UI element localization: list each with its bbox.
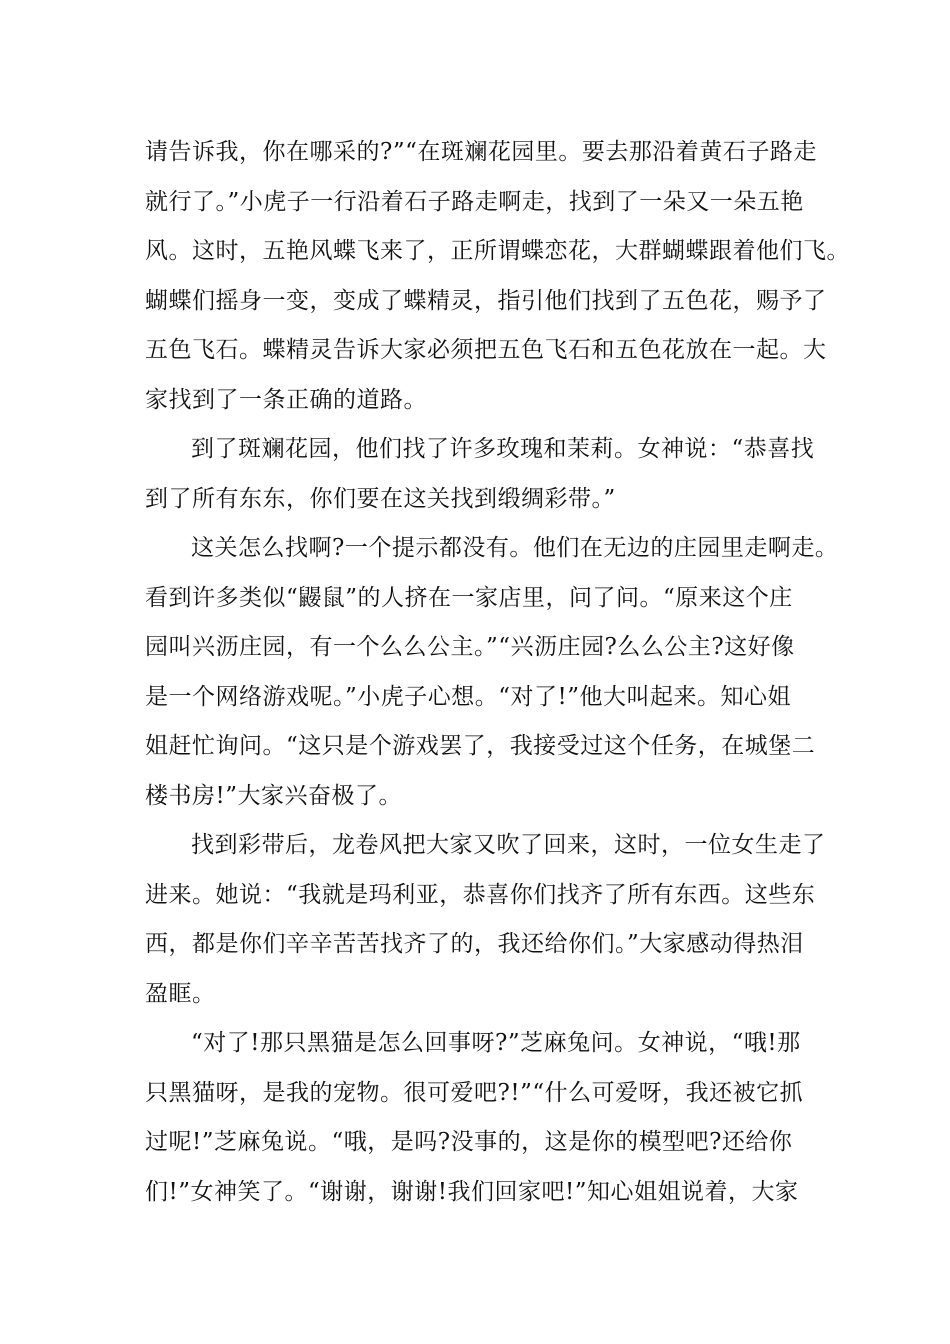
text-line: 西，都是你们辛辛苦苦找齐了的，我还给你们。”大家感动得热泪	[145, 931, 804, 957]
text-line: 只黑猫呀，是我的宠物。很可爱吧?!”“什么可爱呀，我还被它抓	[145, 1079, 804, 1106]
paragraph-first-line: “对了!那只黑猫是怎么回事呀?”芝麻兔问。女神说，“哦!那	[191, 1030, 801, 1056]
text-line: 进来。她说：“我就是玛利亚，恭喜你们找齐了所有东西。这些东	[145, 881, 816, 908]
document-body	[145, 128, 850, 1217]
text-line: 姐赶忙询问。“这只是个游戏罢了，我接受过这个任务，在城堡二	[145, 733, 816, 759]
text-line: 盈眶。	[145, 980, 216, 1007]
text-line: 到了所有东东，你们要在这关找到缎绸彩带。”	[145, 485, 616, 512]
text-line: 蝴蝶们摇身一变，变成了蝶精灵，指引他们找到了五色花，赐予了	[145, 287, 827, 314]
text-line: 是一个网络游戏呢。”小虎子心想。“对了!”他大叫起来。知心姐	[145, 683, 792, 710]
text-line: 风。这时，五艳风蝶飞来了，正所谓蝶恋花，大群蝴蝶跟着他们飞。	[145, 238, 850, 264]
text-line: 过呢!”芝麻兔说。“哦，是吗?没事的，这是你的模型吧?还给你	[145, 1129, 793, 1155]
paragraph-first-line: 这关怎么找啊?一个提示都没有。他们在无边的庄园里走啊走。	[191, 535, 839, 561]
text-line: 楼书房!”大家兴奋极了。	[145, 782, 403, 809]
text-line: 就行了。”小虎子一行沿着石子路走啊走，找到了一朵又一朵五艳	[145, 188, 804, 215]
text-line: 家找到了一条正确的道路。	[145, 386, 427, 413]
text-line: 五色飞石。蝶精灵告诉大家必须把五色飞石和五色花放在一起。大	[145, 337, 827, 363]
text-line: 们!”女神笑了。“谢谢，谢谢!我们回家吧!”知心姐姐说着，大家	[145, 1178, 799, 1205]
paragraph-first-line: 到了斑斓花园，他们找了许多玫瑰和茉莉。女神说：“恭喜找	[191, 436, 815, 462]
text-line: 请告诉我，你在哪采的?”“在斑斓花园里。要去那沿着黄石子路走	[145, 139, 817, 165]
paragraph-first-line: 找到彩带后，龙卷风把大家又吹了回来，这时，一位女生走了	[191, 832, 826, 858]
text-line: 看到许多类似“鼹鼠”的人挤在一家店里，问了问。“原来这个庄	[145, 584, 793, 611]
text-line: 园叫兴沥庄园，有一个么么公主。”“兴沥庄园?么么公主?这好像	[145, 634, 795, 660]
